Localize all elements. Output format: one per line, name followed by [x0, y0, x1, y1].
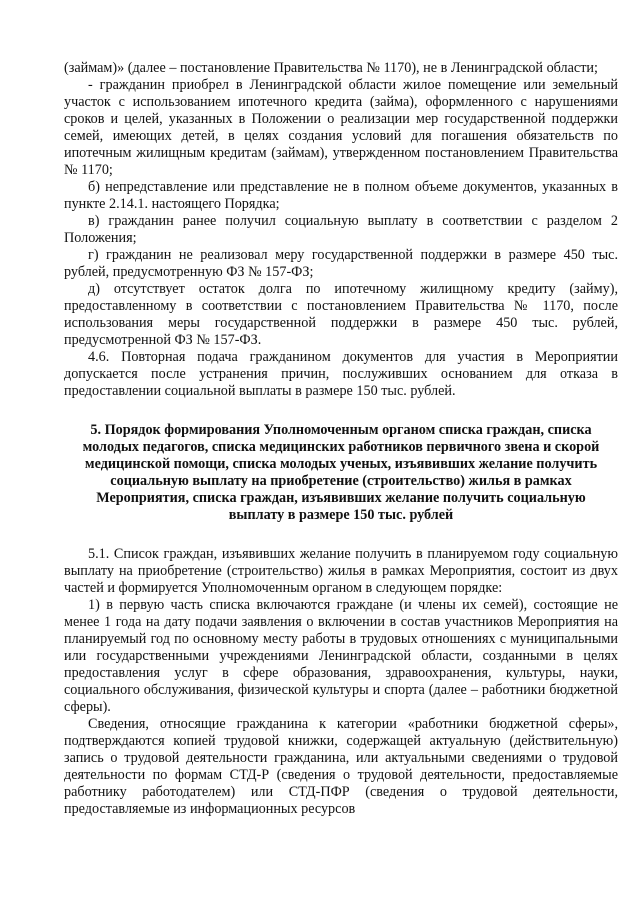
paragraph-item-b: б) непредставление или представление не в полном объеме документов, указанных в пункте 2.14.1. настоящего Порядка; — [64, 179, 618, 212]
paragraph-4-6: 4.6. Повторная подача гражданином документов для участия в Мероприятии допускается после устранения причин, послуживших основанием для отказа в предоставлении социальной выплаты в размере 150 тыс. рублей. — [64, 349, 618, 399]
paragraph-item-v: в) гражданин ранее получил социальную выплату в соответствии с разделом 2 Положения; — [64, 213, 618, 246]
paragraph-item-g: г) гражданин не реализовал меру государственной поддержки в размере 450 тыс. рублей, предусмотренную ФЗ № 157-ФЗ; — [64, 247, 618, 280]
paragraph-dash-item: - гражданин приобрел в Ленинградской области жилое помещение или земельный участок с использованием ипотечного кредита (займа), оформленного с нарушениями сроков и целей, указанных в Положении о реализации мер государственной поддержки семей, имеющих детей, в целях создания условий для погашения обязательств по ипотечным жилищным кредитам (займам), утвержденном постановлением Правительства № 1170; — [64, 77, 618, 178]
paragraph-item-1: 1) в первую часть списка включаются граждане (и члены их семей), состоящие не менее 1 года на дату подачи заявления о включении в состав участников Мероприятия на планируемый год по основному месту работы в трудовых отношениях с муниципальными или государственными учреждениями Ленинградской области, созданными в целях предоставления услуг в сфере образования, здравоохранения, культуры, науки, социального обслуживания, физической культуры и спорта (далее – работники бюджетной сферы). — [64, 597, 618, 715]
paragraph-item-d: д) отсутствует остаток долга по ипотечному жилищному кредиту (займу), предоставленному в соответствии с постановлением Правительства № 1170, после использования меры государственной поддержки в размере 450 тыс. рублей, предусмотренной ФЗ № 157-ФЗ. — [64, 281, 618, 348]
spacer — [64, 400, 618, 422]
spacer — [64, 524, 618, 546]
paragraph-svedeniya: Сведения, относящие гражданина к категории «работники бюджетной сферы», подтверждаются копией трудовой книжки, содержащей актуальную (действительную) запись о трудовой деятельности гражданина, или актуальными сведениями о трудовой деятельности по формам СТД-Р (сведения о трудовой деятельности, предоставляемые работнику работодателем) или СТД-ПФР (сведения о трудовой деятельности, предоставляемые из информационных ресурсов — [64, 716, 618, 817]
section-heading: 5. Порядок формирования Уполномоченным органом списка граждан, списка молодых педагогов, списка медицинских работников первичного звена и скорой медицинской помощи, списка молодых ученых, изъявивших желание получить социальную выплату на приобретение (строительство) жилья в рамках Мероприятия, списка граждан, изъявивших желание получить социальную выплату в размере 150 тыс. рублей — [82, 422, 600, 523]
paragraph-continuation: (займам)» (далее – постановление Правительства № 1170), не в Ленинградской области; — [64, 60, 598, 76]
paragraph-5-1: 5.1. Список граждан, изъявивших желание получить в планируемом году социальную выплату на приобретение (строительство) жилья в рамках Мероприятия, состоит из двух частей и формируется Уполномоченным органом в следующем порядке: — [64, 546, 618, 596]
